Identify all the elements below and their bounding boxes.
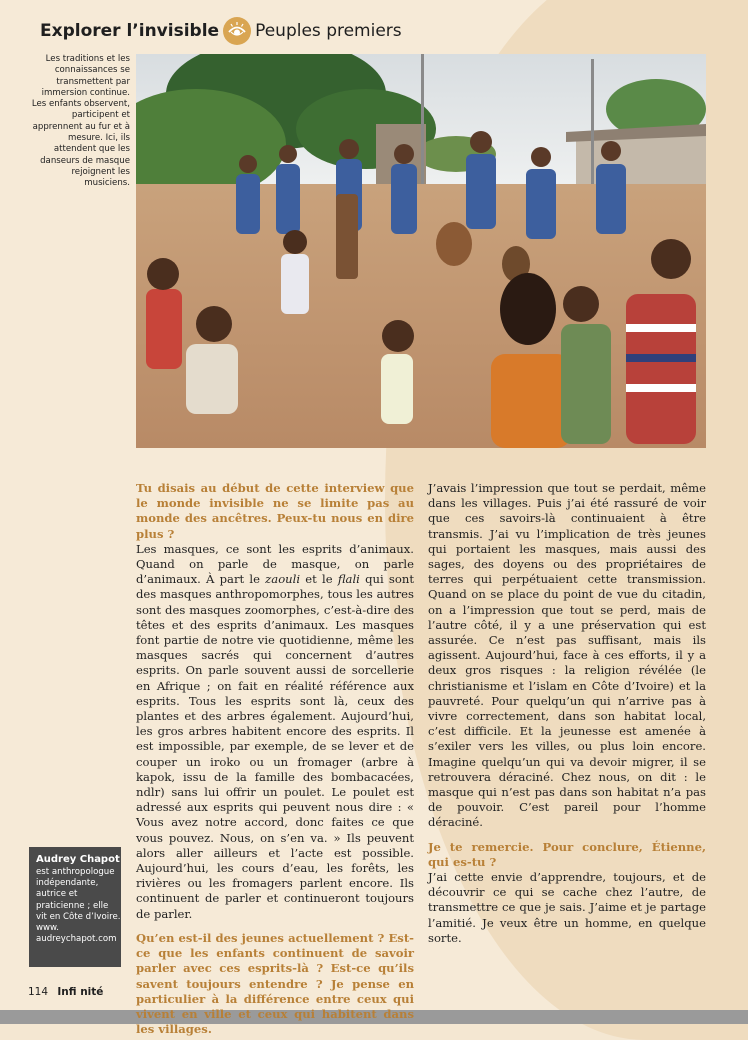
question-2: Qu’en est-il des jeunes actuellement ? Est-ce que les enfants continuent de savoir parler avec ces esprits-là ? Est-ce qu’ils savent toujours entendre ? Je pense en particulier à la différence entre ceux qui vivent en ville et ceux qui habitent dans les villages. bbox=[136, 930, 414, 1037]
village-photo bbox=[136, 54, 706, 448]
rubric-title: Peuples premiers bbox=[255, 21, 402, 41]
article-column-left bbox=[136, 481, 414, 1037]
term-flali: flali bbox=[337, 572, 360, 587]
question-3: Je te remercie. Pour conclure, Étienne, qui es-tu ? bbox=[428, 839, 706, 869]
term-zaouli: zaouli bbox=[265, 572, 301, 587]
page-number: 114 bbox=[28, 986, 49, 998]
section-title: Explorer l’invisible bbox=[40, 21, 220, 41]
page-footer bbox=[28, 986, 103, 998]
question-1: Tu disais au début de cette interview que le monde invisible ne se limite pas au monde des ancêtres. Peux-tu nous en dire plus ? bbox=[136, 481, 414, 541]
photo-caption: Les traditions et les connaissances se transmettent par immersion continue. Les enfants observent, participent et apprennent au fur et à mesure. Ici, ils attendent que les danseurs de masque rejoignent les musiciens. bbox=[31, 54, 130, 189]
answer-3: J’ai cette envie d’apprendre, toujours, et de découvrir ce qui se cache chez l’autre, de transmettre ce que je sais. J’aime et je partage l’amitié. Je veux être un homme, en quelque sorte. bbox=[428, 870, 706, 945]
page-header bbox=[40, 16, 402, 46]
answer-2: J’avais l’impression que tout se perdait, même dans les villages. Puis j’ai été rassuré de voir que ces savoirs-là continuaient à être transmis. J’ai vu l’implication de très jeunes qui portaient les masques, mais aussi des sages, des doyens ou des propriétaires de terres qui perpétuaient cette transmission. Quand on se place du point de vue du citadin, on a l’impression que tout se perd, mais de l’autre côté, il y a une préservation qui est assurée. Ce n’est pas suffisant, mais ils agissent. Aujourd’hui, face à ces efforts, il y a deux gros risques : la religion révélée (le christianisme et l’islam en Côte d’Ivoire) et la pauvreté. Pour quelqu’un qui n’arrive pas à vivre correctement, dans son habitat local, c’est difficile. Et la jeunesse est amenée à s’exiler vers les villes, ou plus loin encore. Imagine quelqu’un qui va devoir migrer, il se retrouvera déraciné. Chez nous, on dit : le masque qui n’est pas dans son habitat n’a pas de pouvoir. C’est pareil pour l’homme déraciné. bbox=[428, 481, 706, 830]
eye-icon bbox=[223, 17, 251, 45]
author-box bbox=[29, 847, 121, 967]
magazine-name: Infi nité bbox=[57, 986, 104, 998]
author-bio: est anthropologue indépendante, autrice et praticienne ; elle vit en Côte d’Ivoire. www. audreychapot.com bbox=[36, 867, 121, 945]
article-column-right bbox=[428, 481, 706, 946]
answer-1: Les masques, ce sont les esprits d’animaux. Quand on parle de masque, on parle d’animaux. À part le zaouli et le flali qui sont des masques anthropomorphes, tous les autres sont des masques zoomorphes, c’est-à-dire des têtes et des esprits d’animaux. Les masques font partie de notre vie quotidienne, même les masques sacrés qui concernent d’autres esprits. On parle souvent aussi de sorcellerie en Afrique ; on fait en réalité référence aux esprits. Tous les esprits sont là, ceux des plantes et des arbres également. Aujourd’hui, les gros arbres habitent encore des esprits. Il est impossible, par exemple, de se lever et de couper un iroko ou un fromager (arbre à kapok, issu de la famille des bombacacées, ndlr) sans lui offrir un poulet. Le poulet est adressé aux esprits qui peuvent nous dire : « Vous avez notre accord, donc faites ce que vous pouvez. Nous, on s’en va. » Ils peuvent alors aller ailleurs et l’acte est possible. Aujourd’hui, les cours d’eau, les forêts, les rivières ou les fromagers parlent encore. Ils continuent de parler et continueront toujours de parler. bbox=[136, 541, 414, 921]
author-name: Audrey Chapot bbox=[36, 854, 120, 865]
